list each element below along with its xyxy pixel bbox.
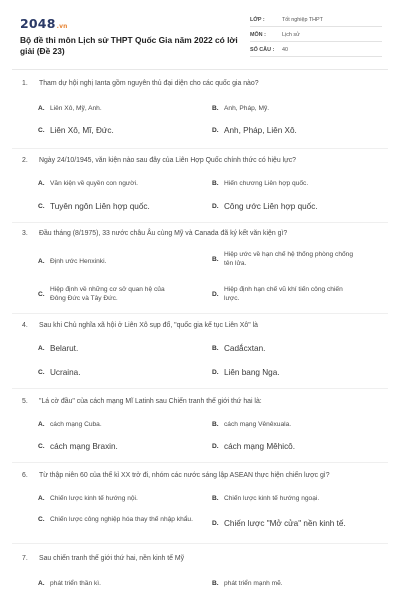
logo-suffix: .vn	[56, 23, 68, 30]
option-a[interactable]: A. Văn kiện về quyền con người.	[38, 180, 138, 188]
option-d[interactable]: D. Hiệp định hạn chế vũ khí tiến công chiến lược.	[212, 286, 343, 303]
meta-label: LỚP :	[250, 17, 265, 23]
option-c[interactable]: C. cách mạng Braxin.	[38, 442, 118, 451]
option-d[interactable]: D. Anh, Pháp, Liên Xô.	[212, 126, 297, 135]
meta-label: MÔN :	[250, 32, 266, 38]
option-d[interactable]: D. Chiến lược "Mở cửa" nền kinh tế.	[212, 519, 346, 528]
question-number: 2.	[22, 157, 28, 164]
meta-row-class	[250, 14, 382, 27]
page-header	[0, 0, 400, 66]
option-b[interactable]: B. cách mạng Vênêxuala.	[212, 421, 292, 429]
meta-row-count	[250, 44, 382, 57]
question-divider	[12, 388, 388, 389]
question-number: 6.	[22, 472, 28, 479]
option-a[interactable]: A. Định ước Henxinki.	[38, 258, 107, 266]
question-divider	[12, 543, 388, 544]
question-text: "Lá cờ đầu" của cách mạng Mĩ Latinh sau Chiến tranh thế giới thứ hai là:	[39, 398, 262, 405]
option-d[interactable]: D. Liên bang Nga.	[212, 368, 280, 377]
question-number: 1.	[22, 80, 28, 87]
question-divider	[12, 222, 388, 223]
option-a[interactable]: A. Liên Xô, Mỹ, Anh.	[38, 105, 102, 113]
exam-meta-panel	[250, 14, 382, 57]
option-d[interactable]: D. Công ước Liên hợp quốc.	[212, 202, 318, 211]
question-text: Đầu tháng (8/1975), 33 nước châu Âu cùng Mỹ và Canada đã ký kết văn kiện gì?	[39, 230, 288, 237]
document-title: Bộ đề thi môn Lịch sử THPT Quốc Gia năm 2022 có lời giải (Đề 23)	[20, 35, 238, 56]
meta-value: Lịch sử	[282, 32, 300, 38]
question-stem	[22, 80, 382, 87]
header-divider	[12, 69, 388, 70]
question-number: 3.	[22, 230, 28, 237]
logo-main: 2048	[20, 16, 56, 31]
question-stem	[22, 230, 382, 237]
option-b[interactable]: B. phát triển mạnh mẽ.	[212, 580, 283, 588]
option-c[interactable]: C. Ucraina.	[38, 368, 81, 377]
question-stem	[22, 157, 382, 164]
question-divider	[12, 313, 388, 314]
question-stem	[22, 472, 382, 479]
option-b[interactable]: B. Hiến chương Liên hợp quốc.	[212, 180, 309, 188]
question-number: 5.	[22, 398, 28, 405]
option-a[interactable]: A. phát triển thần kì.	[38, 580, 101, 588]
option-b[interactable]: B. Anh, Pháp, Mỹ.	[212, 105, 270, 113]
option-d[interactable]: D. cách mạng Mêhicô.	[212, 442, 295, 451]
question-text: Sau khi Chủ nghĩa xã hội ở Liên Xô sụp đổ, "quốc gia kế tục Liên Xô" là	[39, 322, 258, 329]
question-divider	[12, 462, 388, 463]
question-text: Ngày 24/10/1945, văn kiện nào sau đây của Liên Hợp Quốc chính thức có hiệu lực?	[39, 157, 296, 164]
meta-label: SỐ CÂU :	[250, 47, 275, 53]
meta-row-subject	[250, 29, 382, 42]
question-stem	[22, 555, 382, 562]
meta-value: Tốt nghiệp THPT	[282, 17, 323, 23]
option-a[interactable]: A. Chiến lược kinh tế hướng nội.	[38, 495, 138, 503]
question-text: Từ thập niên 60 của thế kỉ XX trở đi, nhóm các nước sáng lập ASEAN thực hiện chiến lược gì?	[39, 472, 330, 479]
question-text: Sau chiến tranh thế giới thứ hai, nền kinh tế Mỹ	[39, 555, 185, 562]
option-b[interactable]: B. Cadắcxtan.	[212, 344, 266, 353]
option-a[interactable]: A. Belarut.	[38, 344, 79, 353]
question-number: 4.	[22, 322, 28, 329]
option-c[interactable]: C. Hiệp định về những cơ sở quan hệ của Đông Đức và Tây Đức.	[38, 286, 165, 303]
option-c[interactable]: C. Liên Xô, Mĩ, Đức.	[38, 126, 114, 135]
question-stem	[22, 322, 382, 329]
option-c[interactable]: C. Chiến lược công nghiệp hóa thay thế nhập khẩu.	[38, 516, 193, 524]
question-number: 7.	[22, 555, 28, 562]
option-b[interactable]: B. Hiệp ước về hạn chế hệ thống phòng chống tên lửa.	[212, 251, 353, 268]
option-c[interactable]: C. Tuyên ngôn Liên hợp quốc.	[38, 202, 150, 211]
option-a[interactable]: A. cách mạng Cuba.	[38, 421, 102, 429]
question-text: Tham dự hội nghị Ianta gồm nguyên thủ đại diện cho các quốc gia nào?	[39, 80, 259, 87]
question-stem	[22, 398, 382, 405]
meta-value: 40	[282, 47, 288, 53]
question-divider	[12, 148, 388, 149]
option-b[interactable]: B. Chiến lược kinh tế hướng ngoại.	[212, 495, 320, 503]
